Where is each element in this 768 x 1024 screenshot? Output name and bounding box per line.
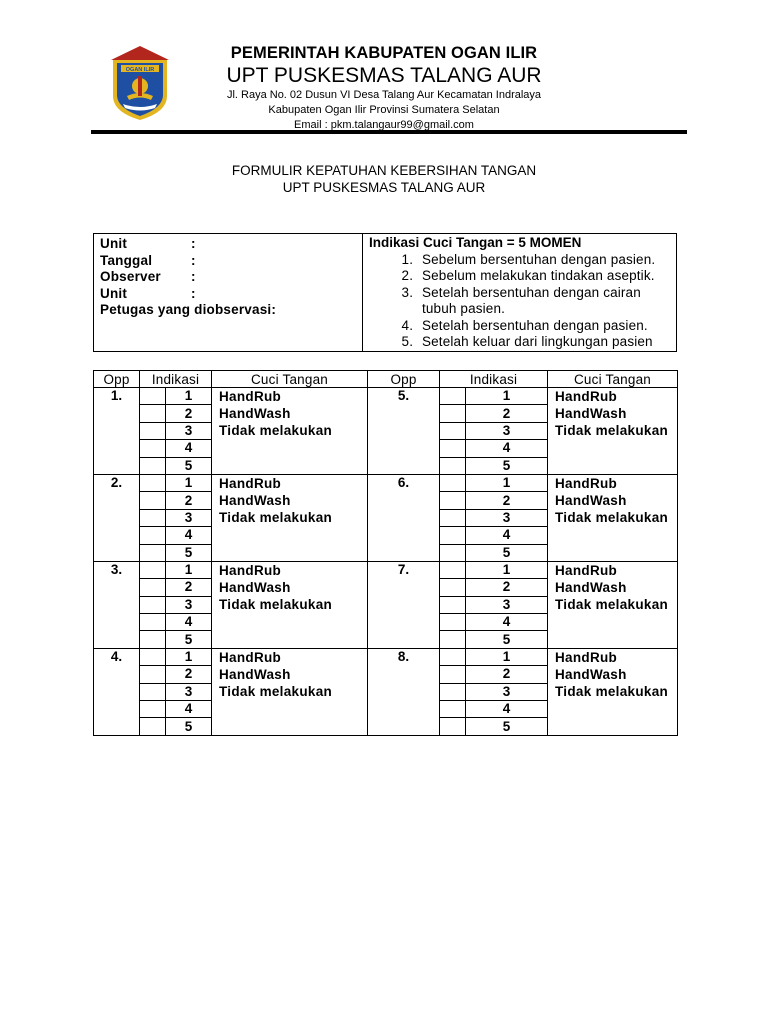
- header-opp: Opp: [368, 371, 440, 388]
- cuci-tangan-option[interactable]: HandWash: [219, 406, 291, 421]
- cuci-tangan-option[interactable]: HandRub: [555, 562, 618, 578]
- indikasi-checkbox[interactable]: [140, 614, 166, 631]
- indikasi-number: 4: [466, 614, 548, 631]
- cuci-tangan-options[interactable]: [212, 648, 368, 735]
- five-moments: [363, 234, 676, 351]
- opportunity-number: 4.: [94, 648, 140, 735]
- observation-table: [93, 370, 678, 736]
- indikasi-checkbox[interactable]: [140, 492, 166, 509]
- cuci-tangan-option[interactable]: HandRub: [555, 389, 618, 404]
- indikasi-number: 1: [166, 561, 212, 578]
- indikasi-number: 1: [466, 648, 548, 665]
- five-moments-title: Indikasi Cuci Tangan = 5 MOMEN: [369, 235, 582, 250]
- five-moments-list: [369, 252, 670, 351]
- cuci-tangan-option[interactable]: Tidak melakukan: [219, 596, 333, 612]
- indikasi-number: 2: [166, 492, 212, 509]
- table-row: [94, 561, 678, 578]
- indikasi-number: 1: [466, 561, 548, 578]
- cuci-tangan-option[interactable]: Tidak melakukan: [555, 509, 669, 525]
- cuci-tangan-option[interactable]: HandRub: [555, 649, 618, 665]
- indikasi-number: 5: [466, 457, 548, 474]
- observation-info-box: [93, 233, 677, 352]
- opportunity-number: 8.: [368, 648, 440, 735]
- opportunity-number: 1.: [94, 388, 140, 475]
- opportunity-number: 5.: [368, 388, 440, 475]
- indikasi-checkbox[interactable]: [440, 509, 466, 526]
- indikasi-number: 3: [466, 683, 548, 700]
- indikasi-number: 3: [166, 422, 212, 439]
- header-cuci-tangan: Cuci Tangan: [212, 371, 368, 388]
- cuci-tangan-option[interactable]: HandRub: [219, 389, 282, 404]
- indikasi-checkbox[interactable]: [440, 648, 466, 665]
- indikasi-number: 5: [466, 631, 548, 648]
- header-divider: [91, 130, 687, 134]
- table-header-row: [94, 371, 678, 388]
- cuci-tangan-option[interactable]: HandRub: [555, 475, 618, 491]
- indikasi-checkbox[interactable]: [140, 422, 166, 439]
- indikasi-checkbox[interactable]: [440, 440, 466, 457]
- indikasi-number: 4: [466, 701, 548, 718]
- indikasi-number: 5: [166, 457, 212, 474]
- indikasi-number: 5: [166, 544, 212, 561]
- indikasi-number: 2: [466, 666, 548, 683]
- cuci-tangan-options[interactable]: [212, 561, 368, 648]
- indikasi-checkbox[interactable]: [140, 457, 166, 474]
- indikasi-number: 1: [166, 648, 212, 665]
- cuci-tangan-option[interactable]: Tidak melakukan: [555, 596, 669, 612]
- moment-item: 3. Setelah bersentuhan dengan cairan tubuh pasien.: [417, 285, 670, 318]
- indikasi-checkbox[interactable]: [440, 527, 466, 544]
- cuci-tangan-option[interactable]: Tidak melakukan: [219, 509, 333, 525]
- indikasi-checkbox[interactable]: [140, 474, 166, 491]
- moment-item: 5. Setelah keluar dari lingkungan pasien: [417, 334, 670, 351]
- indikasi-number: 4: [166, 440, 212, 457]
- field-tanggal[interactable]: Tanggal :: [100, 252, 196, 268]
- opportunity-number: 2.: [94, 474, 140, 561]
- indikasi-checkbox[interactable]: [440, 561, 466, 578]
- indikasi-checkbox[interactable]: [140, 388, 166, 405]
- indikasi-number: 3: [466, 509, 548, 526]
- indikasi-checkbox[interactable]: [140, 561, 166, 578]
- indikasi-checkbox[interactable]: [140, 648, 166, 665]
- indikasi-checkbox[interactable]: [140, 631, 166, 648]
- institution-name: UPT PUSKESMAS TALANG AUR: [226, 64, 542, 87]
- cuci-tangan-option[interactable]: HandWash: [555, 579, 627, 595]
- indikasi-number: 1: [166, 474, 212, 491]
- observation-fields: [94, 234, 363, 351]
- moment-item: 1. Sebelum bersentuhan dengan pasien.: [417, 252, 670, 269]
- header-cuci-tangan: Cuci Tangan: [548, 371, 678, 388]
- indikasi-number: 4: [466, 440, 548, 457]
- header-indikasi: Indikasi: [140, 371, 212, 388]
- letterhead: [190, 44, 578, 133]
- indikasi-checkbox[interactable]: [140, 544, 166, 561]
- indikasi-number: 2: [466, 492, 548, 509]
- indikasi-checkbox[interactable]: [440, 388, 466, 405]
- indikasi-checkbox[interactable]: [140, 666, 166, 683]
- indikasi-number: 4: [166, 614, 212, 631]
- indikasi-number: 3: [466, 596, 548, 613]
- header-opp: Opp: [94, 371, 140, 388]
- indikasi-checkbox[interactable]: [440, 405, 466, 422]
- cuci-tangan-option[interactable]: HandWash: [555, 492, 627, 508]
- indikasi-checkbox[interactable]: [440, 701, 466, 718]
- cuci-tangan-option[interactable]: HandRub: [219, 562, 282, 578]
- indikasi-number: 5: [466, 544, 548, 561]
- indikasi-number: 5: [166, 718, 212, 735]
- indikasi-number: 4: [166, 701, 212, 718]
- indikasi-number: 4: [166, 527, 212, 544]
- address-line-1: Jl. Raya No. 02 Dusun VI Desa Talang Aur Kecamatan Indralaya: [226, 89, 542, 101]
- form-title-line-2: UPT PUSKESMAS TALANG AUR: [282, 180, 486, 195]
- indikasi-number: 2: [466, 579, 548, 596]
- indikasi-number: 2: [166, 666, 212, 683]
- indikasi-number: 5: [166, 631, 212, 648]
- cuci-tangan-option[interactable]: HandWash: [219, 666, 291, 682]
- cuci-tangan-options[interactable]: [212, 474, 368, 561]
- address-line-2: Kabupaten Ogan Ilir Provinsi Sumatera Selatan: [268, 104, 500, 116]
- indikasi-number: 5: [466, 718, 548, 735]
- indikasi-number: 4: [466, 527, 548, 544]
- indikasi-number: 3: [466, 422, 548, 439]
- cuci-tangan-option[interactable]: HandWash: [219, 492, 291, 508]
- table-row: [94, 388, 678, 405]
- cuci-tangan-option[interactable]: Tidak melakukan: [219, 423, 333, 438]
- indikasi-number: 1: [466, 474, 548, 491]
- header-indikasi: Indikasi: [440, 371, 548, 388]
- indikasi-checkbox[interactable]: [440, 544, 466, 561]
- cuci-tangan-option[interactable]: Tidak melakukan: [555, 683, 669, 699]
- field-observer[interactable]: Observer :: [100, 269, 196, 284]
- indikasi-checkbox[interactable]: [440, 683, 466, 700]
- indikasi-checkbox[interactable]: [440, 596, 466, 613]
- indikasi-checkbox[interactable]: [440, 457, 466, 474]
- field-petugas[interactable]: Petugas yang diobservasi:: [100, 302, 277, 317]
- form-title-line-1: FORMULIR KEPATUHAN KEBERSIHAN TANGAN: [231, 163, 537, 178]
- indikasi-checkbox[interactable]: [440, 614, 466, 631]
- indikasi-number: 3: [166, 509, 212, 526]
- field-unit-2[interactable]: Unit :: [100, 285, 196, 301]
- indikasi-checkbox[interactable]: [140, 405, 166, 422]
- indikasi-checkbox[interactable]: [140, 701, 166, 718]
- opportunity-number: 3.: [94, 561, 140, 648]
- indikasi-number: 1: [466, 388, 548, 405]
- cuci-tangan-option[interactable]: Tidak melakukan: [219, 683, 333, 699]
- table-row: [94, 474, 678, 491]
- indikasi-checkbox[interactable]: [440, 666, 466, 683]
- email-line: Email : pkm.talangaur99@gmail.com: [294, 119, 474, 131]
- cuci-tangan-options[interactable]: [548, 561, 678, 648]
- cuci-tangan-option[interactable]: HandRub: [219, 475, 282, 491]
- indikasi-checkbox[interactable]: [440, 631, 466, 648]
- ogan-ilir-logo: [107, 44, 173, 122]
- indikasi-checkbox[interactable]: [440, 579, 466, 596]
- indikasi-checkbox[interactable]: [140, 509, 166, 526]
- indikasi-checkbox[interactable]: [140, 718, 166, 735]
- indikasi-checkbox[interactable]: [440, 474, 466, 491]
- cuci-tangan-options[interactable]: [548, 474, 678, 561]
- cuci-tangan-option[interactable]: HandRub: [219, 649, 282, 665]
- indikasi-checkbox[interactable]: [140, 527, 166, 544]
- indikasi-number: 3: [166, 683, 212, 700]
- table-row: [94, 648, 678, 665]
- indikasi-checkbox[interactable]: [140, 596, 166, 613]
- indikasi-number: 3: [166, 596, 212, 613]
- indikasi-number: 1: [166, 388, 212, 405]
- cuci-tangan-options[interactable]: [212, 388, 368, 475]
- cuci-tangan-option[interactable]: HandWash: [555, 666, 627, 682]
- opportunity-number: 7.: [368, 561, 440, 648]
- indikasi-number: 2: [466, 405, 548, 422]
- moment-item: 2. Sebelum melakukan tindakan aseptik.: [417, 268, 670, 285]
- indikasi-checkbox[interactable]: [440, 718, 466, 735]
- cuci-tangan-option[interactable]: HandWash: [219, 579, 291, 595]
- indikasi-number: 2: [166, 579, 212, 596]
- indikasi-checkbox[interactable]: [140, 579, 166, 596]
- svg-text:OGAN ILIR: OGAN ILIR: [125, 67, 155, 73]
- moment-item: 4. Setelah bersentuhan dengan pasien.: [417, 318, 670, 335]
- indikasi-number: 2: [166, 405, 212, 422]
- indikasi-checkbox[interactable]: [440, 422, 466, 439]
- cuci-tangan-options[interactable]: [548, 648, 678, 735]
- indikasi-checkbox[interactable]: [140, 440, 166, 457]
- indikasi-checkbox[interactable]: [140, 683, 166, 700]
- indikasi-checkbox[interactable]: [440, 492, 466, 509]
- government-name: PEMERINTAH KABUPATEN OGAN ILIR: [230, 44, 538, 62]
- cuci-tangan-option[interactable]: Tidak melakukan: [555, 423, 669, 438]
- cuci-tangan-options[interactable]: [548, 388, 678, 475]
- field-unit[interactable]: Unit :: [100, 236, 196, 251]
- cuci-tangan-option[interactable]: HandWash: [555, 406, 627, 421]
- opportunity-number: 6.: [368, 474, 440, 561]
- form-title: [130, 162, 638, 196]
